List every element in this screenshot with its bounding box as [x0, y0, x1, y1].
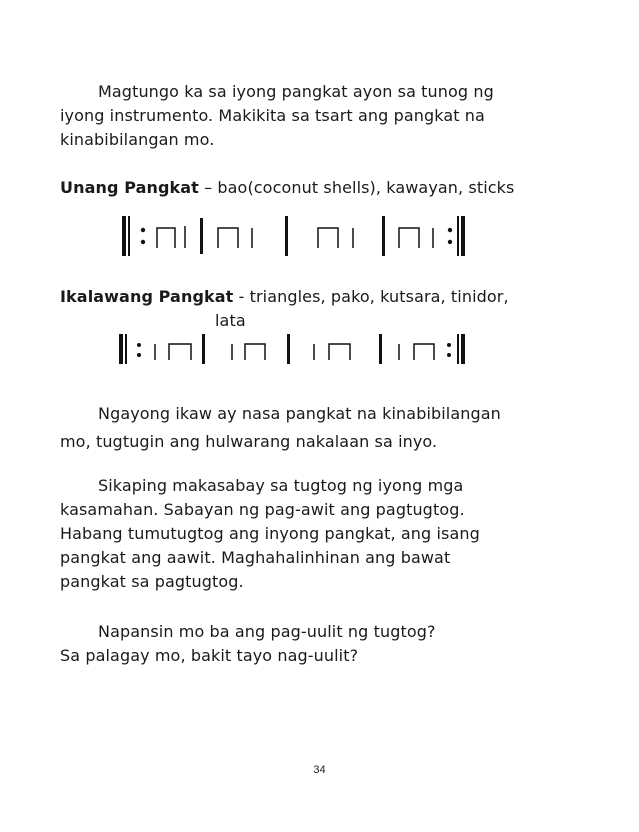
group2-instruments-cont: lata: [215, 311, 246, 330]
group1-title: Unang Pangkat: [60, 178, 199, 197]
text-line: iyong instrumento. Makikita sa tsart ang pangkat na: [60, 106, 485, 125]
text-line: mo, tugtugin ang hulwarang nakalaan sa inyo.: [60, 432, 438, 451]
group2-heading: [60, 285, 560, 333]
text-line: pangkat sa pagtugtog.: [60, 572, 244, 591]
text-line: Ngayong ikaw ay nasa pangkat na kinabibilangan: [98, 404, 501, 423]
text-line: Sikaping makasabay sa tugtog ng iyong mga: [98, 476, 464, 495]
play-along-paragraph: [60, 474, 560, 594]
group1-heading: [60, 176, 560, 200]
text-line: Magtungo ka sa iyong pangkat ayon sa tunog ng: [98, 82, 494, 101]
text-line: kasamahan. Sabayan ng pag-awit ang pagtugtog.: [60, 500, 465, 519]
text-line: Sa palagay mo, bakit tayo nag-uulit?: [60, 646, 359, 665]
page-number: 34: [313, 764, 326, 776]
text-line: kinabibilangan mo.: [60, 130, 215, 149]
text-line: Napansin mo ba ang pag-uulit ng tugtog?: [98, 622, 436, 641]
group1-instruments: – bao(coconut shells), kawayan, sticks: [198, 178, 515, 197]
text-line: pangkat ang aawit. Maghahalinhinan ang bawat: [60, 548, 451, 567]
intro-paragraph: [60, 80, 560, 152]
group2-title: Ikalawang Pangkat: [60, 287, 234, 306]
instruction-paragraph: [60, 402, 560, 454]
text-line: Habang tumutugtog ang inyong pangkat, ang isang: [60, 524, 480, 543]
group2-instruments: - triangles, pako, kutsara, tinidor,: [233, 287, 509, 306]
rhythm-pattern-1: [120, 212, 480, 262]
question-paragraph: [60, 620, 560, 668]
rhythm-pattern-2: [117, 330, 477, 370]
